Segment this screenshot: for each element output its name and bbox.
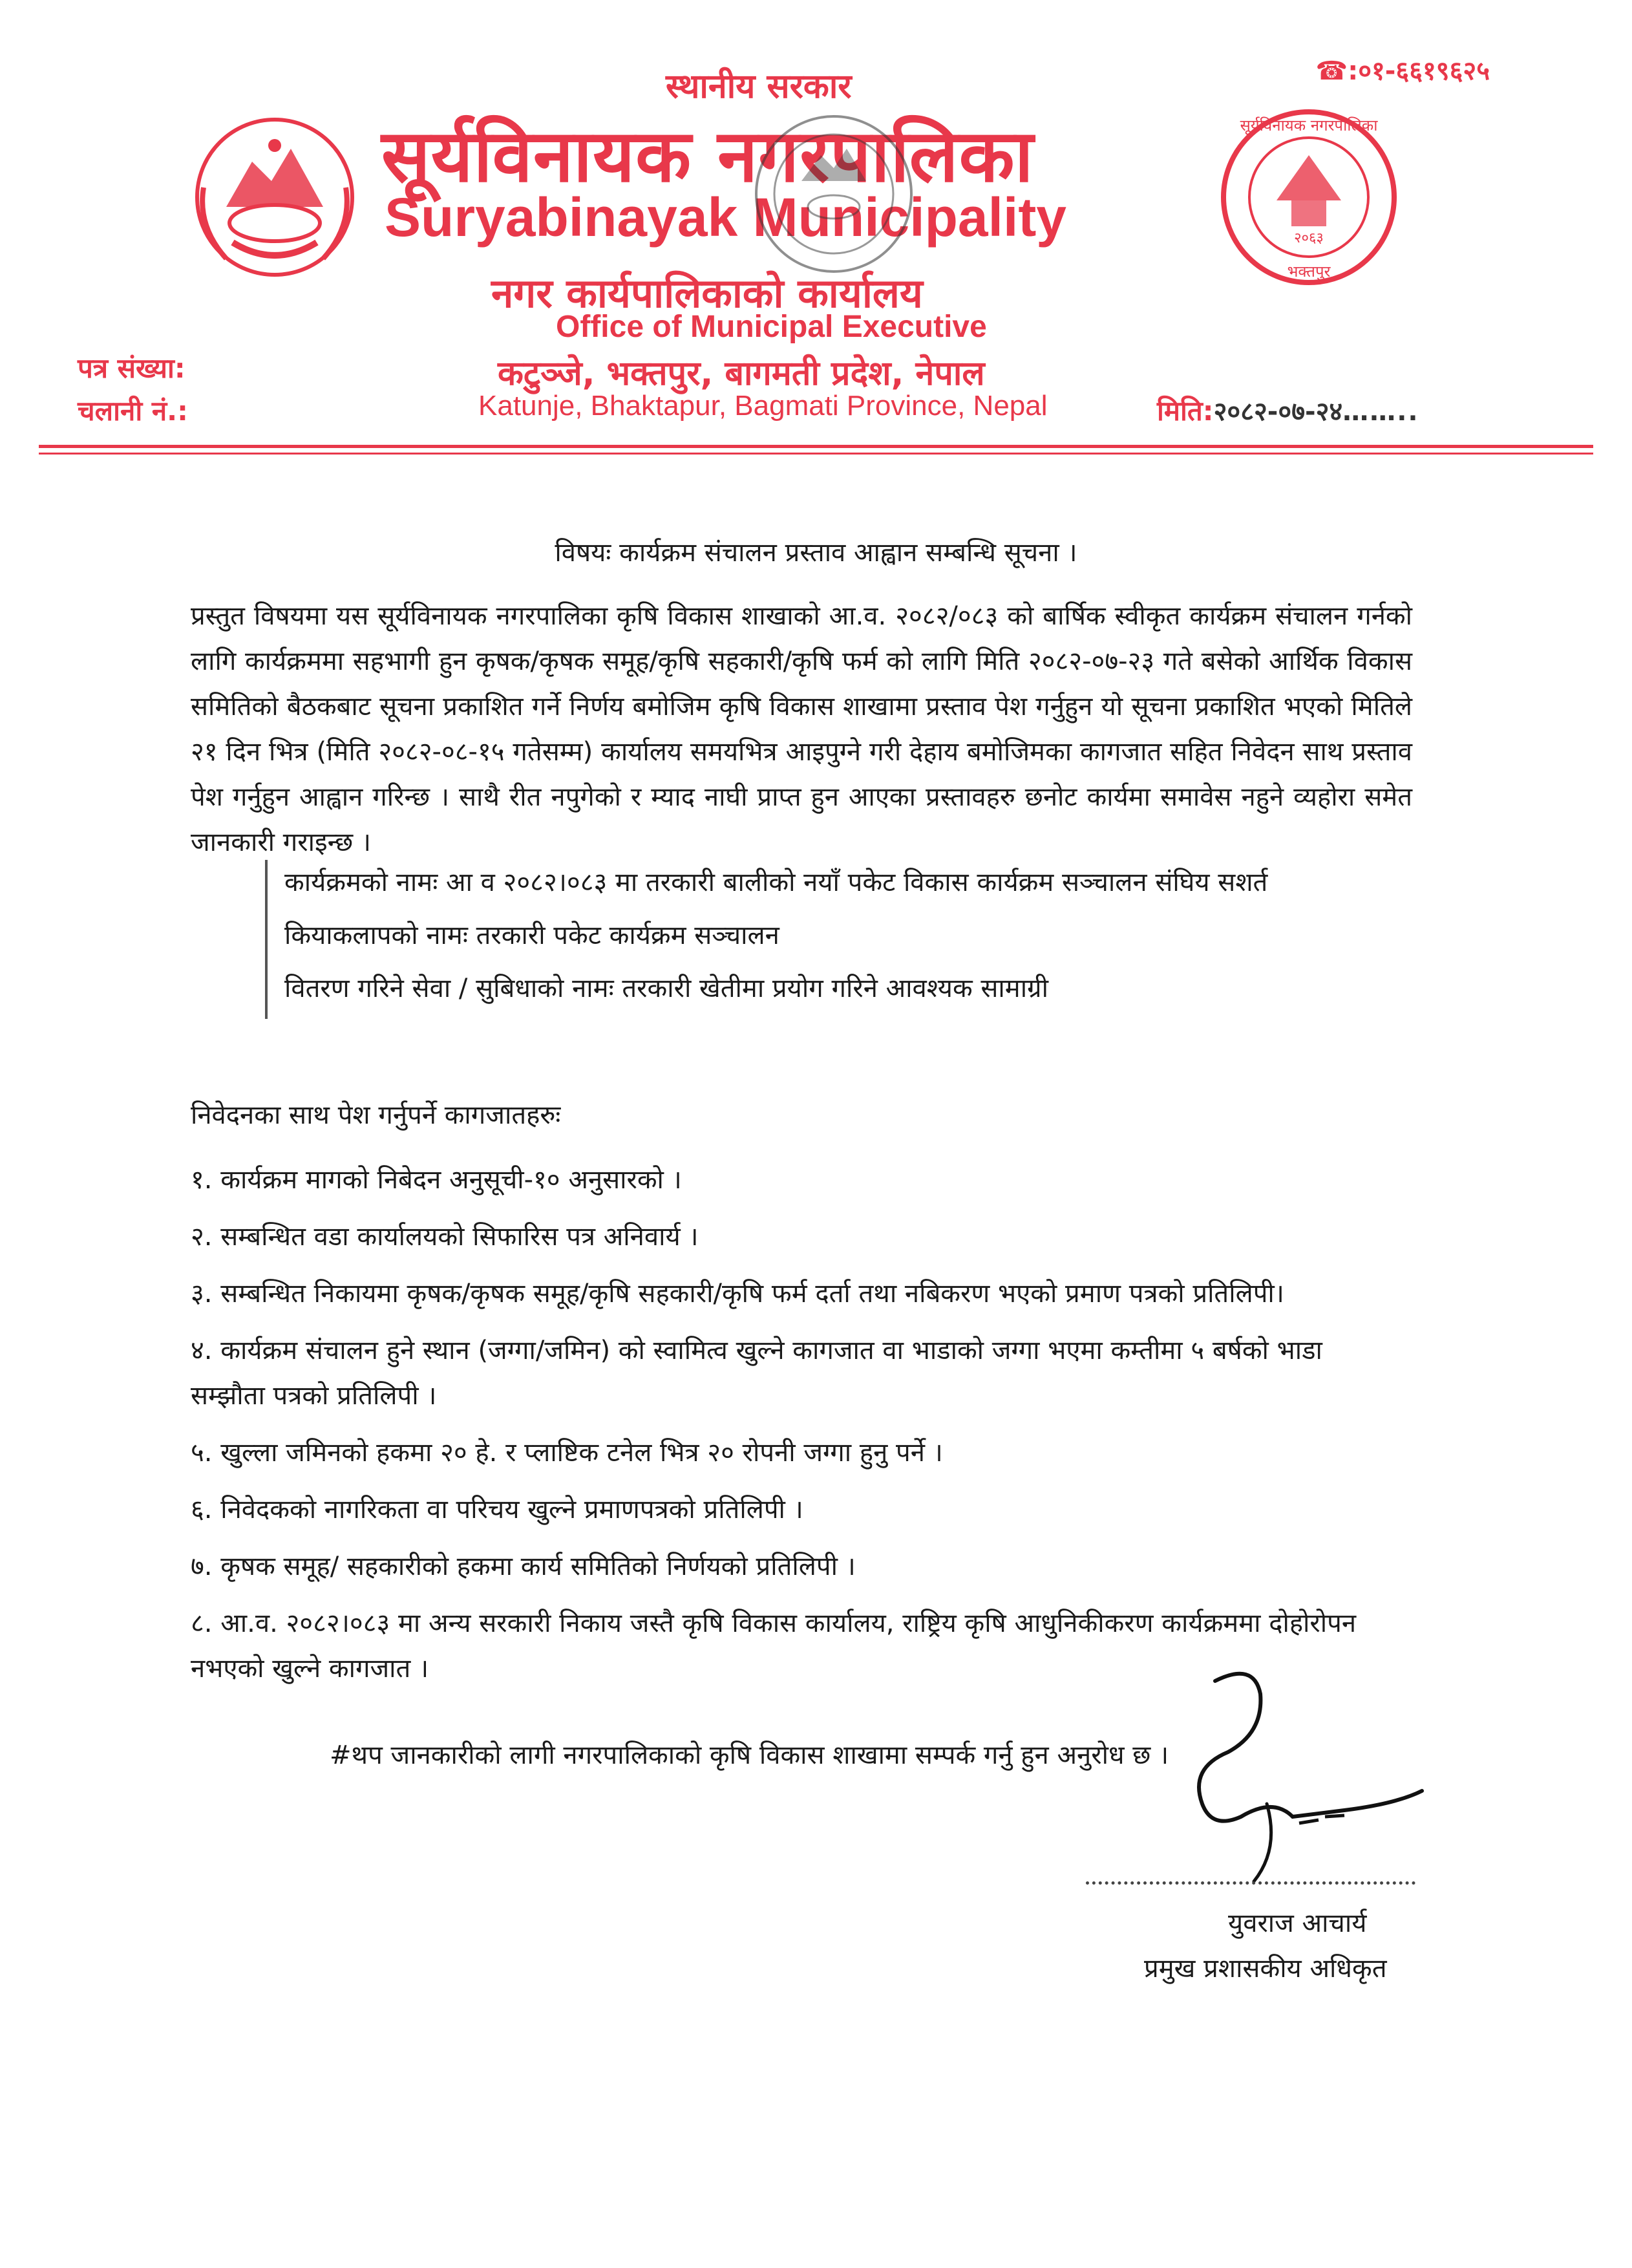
list-item: ४. कार्यक्रम संचालन हुने स्थान (जग्गा/जमिन) को स्वामित्व खुल्ने कागजात वा भाडाको जग्गा भएमा कम्तीमा ५ बर्षको भाडा सम्झौता पत्रको प्रतिलिपी । — [191, 1336, 1322, 1411]
list-item: ३. सम्बन्धित निकायमा कृषक/कृषक समूह/कृषि सहकारी/कृषि फर्म दर्ता तथा नबिकरण भएको प्रमाण पत्रको प्रतिलिपी। — [191, 1279, 1284, 1309]
office-name-devanagari: नगर कार्यपालिकाको कार्यालय — [491, 270, 923, 317]
letter-subject: विषयः कार्यक्रम संचालन प्रस्ताव आह्वान सम्बन्धि सूचना । — [555, 538, 1077, 568]
official-stamp-seal — [730, 103, 937, 317]
municipality-name-devanagari: सूर्यविनायक नगरपालिका — [381, 114, 1034, 198]
list-item: ५. खुल्ला जमिनको हकमा २० हे. र प्लाष्टिक टनेल भित्र २० रोपनी जग्गा हुनु पर्ने । — [191, 1438, 943, 1468]
badge-top-text: सूर्यविनायक नगरपालिका — [1240, 116, 1378, 134]
badge-year: २०६३ — [1294, 230, 1324, 246]
local-government-label: स्थानीय सरकार — [666, 67, 852, 106]
badge-bottom-text: भक्तपुर — [1287, 262, 1331, 281]
dispatch-number-label: चलानी नं.: — [78, 395, 188, 427]
office-name-english: Office of Municipal Executive — [556, 310, 987, 344]
address-devanagari: कटुञ्जे, भक्तपुर, बागमती प्रदेश, नेपाल — [498, 354, 985, 393]
date-field: मिति:२०८२-०७-२४…….. — [1157, 395, 1419, 427]
header-divider — [39, 445, 1593, 448]
handwritten-signature — [1150, 1655, 1448, 1888]
date-label: मिति: — [1157, 395, 1214, 427]
program-details — [265, 860, 1409, 1019]
list-item: ८. आ.व. २०८२।०८३ मा अन्य सरकारी निकाय जस्तै कृषि विकास कार्यालय, राष्ट्रिय कृषि आधुनिकीकरण कार्यक्रममा दोहोरोपन नभएको खुल्ने कागजात । — [191, 1609, 1357, 1684]
nepal-emblem-logo — [187, 110, 362, 284]
letter-paragraph: प्रस्तुत विषयमा यस सूर्यविनायक नगरपालिका कृषि विकास शाखाको आ.व. २०८२/०८३ को बार्षिक स्वीकृत कार्यक्रम संचालन गर्नको लागि कार्यक्रममा सहभागी हुन कृषक/कृषक समूह/कृषि सहकारी/कृषि फर्म को लागि मिति २०८२-०७-२३ गते बसेको आर्थिक विकास समितिको बैठकबाट सूचना प्रकाशित गर्ने निर्णय बमोजिम कृषि विकास शाखामा प्रस्ताव पेश गर्नुहुन यो सूचना प्रकाशित भएको मितिले २१ दिन भित्र (मिति २०८२-०८-१५ गतेसम्म) कार्यालय समयभित्र आइपुग्ने गरी देहाय बमोजिमका कागजात सहित निवेदन साथ प्रस्ताव पेश गर्नुहुन आह्वान गरिन्छ । साथै रीत नपुगेको र म्याद नाघी प्राप्त हुन आएका प्रस्तावहरु छनोट कार्यमा समावेस नहुने व्यहोरा समेत जानकारी गराइन्छ । — [191, 601, 1412, 857]
municipality-badge-logo — [1215, 103, 1403, 291]
footer-note: #थप जानकारीको लागी नगरपालिकाको कृषि विकास शाखामा सम्पर्क गर्नु हुन अनुरोध छ । — [330, 1740, 1169, 1770]
signature-line — [1086, 1881, 1415, 1885]
date-value: २०८२-०७-२४ — [1213, 397, 1343, 427]
letter-number-label: पत्र संख्या: — [78, 352, 185, 384]
phone-number: ☎:०१-६६१९६२५ — [1315, 56, 1490, 86]
address-english: Katunje, Bhaktapur, Bagmati Province, Nepal — [478, 390, 1048, 422]
service-name: वितरण गरिने सेवा / सुबिधाको नामः तरकारी खेतीमा प्रयोग गरिने आवश्यक सामाग्री — [284, 974, 1048, 1003]
signatory-title: प्रमुख प्रशासकीय अधिकृत — [1144, 1954, 1387, 1984]
header-divider-thin — [39, 453, 1593, 455]
list-item: ६. निवेदकको नागरिकता वा परिचय खुल्ने प्रमाणपत्रको प्रतिलिपी । — [191, 1495, 803, 1524]
municipality-name-english: Suryabinayak Municipality — [385, 187, 1067, 248]
documents-list — [191, 1157, 1367, 1703]
list-item: १. कार्यक्रम मागको निबेदन अनुसूची-१० अनुसारको । — [191, 1165, 682, 1195]
activity-name: कियाकलापको नामः तरकारी पकेट कार्यक्रम सञ्चालन — [284, 921, 779, 950]
signatory-name: युवराज आचार्य — [1228, 1909, 1367, 1938]
list-item: ७. कृषक समूह/ सहकारीको हकमा कार्य समितिको निर्णयको प्रतिलिपी । — [191, 1552, 856, 1581]
list-item: २. सम्बन्धित वडा कार्यालयको सिफारिस पत्र अनिवार्य । — [191, 1222, 699, 1252]
program-name: कार्यक्रमको नामः आ व २०८२।०८३ मा तरकारी बालीको नयाँ पकेट विकास कार्यक्रम सञ्चालन संघिय सशर्त — [284, 868, 1268, 897]
documents-heading: निवेदनका साथ पेश गर्नुपर्ने कागजातहरुः — [191, 1100, 561, 1130]
